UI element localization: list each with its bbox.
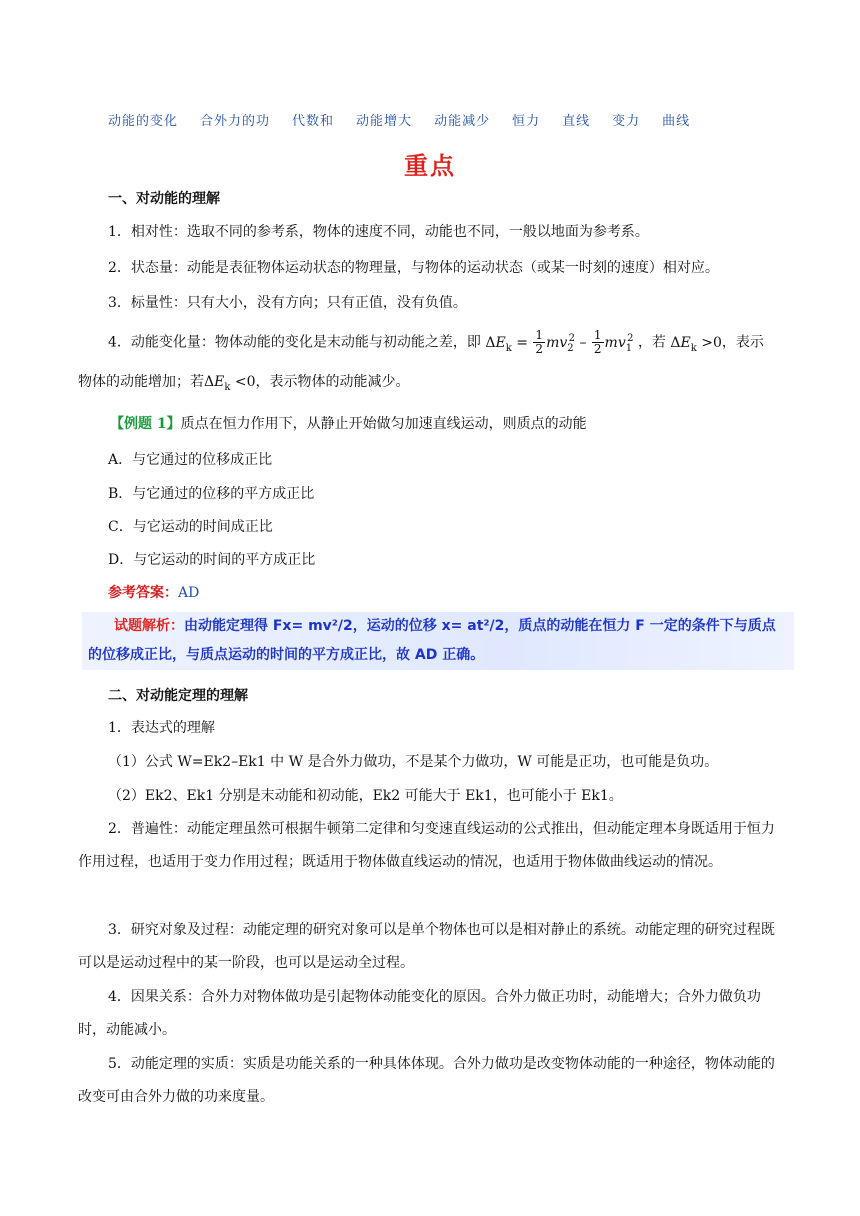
keyword: 代数和 (292, 114, 335, 129)
formula-delta-ek: $\Delta E_k$ = $\frac{1}{2}$ $mv_2^2$ – $\frac{1}{2}$ $mv_1^2$ (485, 328, 634, 357)
keyword: 直线 (562, 114, 591, 129)
keyword: 变力 (612, 114, 641, 129)
option-c: C．与它运动的时间成正比 (108, 519, 273, 535)
text: 4．动能变化量：物体动能的变化是末动能与初动能之差，即 (108, 334, 481, 351)
paragraph: （2）Ek2、Ek1 分别是末动能和初动能，Ek2 可能大于 Ek1，也可能小于 Ek1。 (108, 788, 623, 804)
paragraph: 1．表达式的理解 (108, 720, 215, 736)
paragraph: 2．普遍性：动能定理虽然可根据牛顿第二定律和匀变速直线运动的公式推出，但动能定理本身既适用于恒力作用过程，也适用于变力作用过程；既适用于物体做直线运动的情况，也适用于物体做曲线运动的情况。 (78, 821, 775, 870)
page-heading: 重点 (404, 152, 456, 180)
answer-value: AD (178, 585, 200, 601)
keyword: 曲线 (662, 114, 691, 129)
answer-label: 参考答案： (108, 585, 178, 601)
formula-ek-negative: $\Delta E_k <0$ (204, 374, 256, 393)
paragraph: 3．标量性：只有大小，没有方向；只有正值，没有负值。 (108, 295, 467, 311)
paragraph: 2．状态量：动能是表征物体运动状态的物理量，与物体的运动状态（或某一时刻的速度）相对应。 (108, 260, 719, 276)
analysis-label: 试题解析： (114, 618, 184, 634)
paragraph-continuation (78, 372, 754, 398)
paragraph: （1）公式 W=Ek2–Ek1 中 W 是合外力做功，不是某个力做功，W 可能是正功，也可能是负功。 (108, 754, 719, 770)
keyword: 恒力 (512, 114, 541, 129)
keyword: 合外力的功 (200, 114, 271, 129)
paragraph: 5．动能定理的实质：实质是功能关系的一种具体体现。合外力做功是改变物体动能的一种途径，物体动能的改变可由合外力做的功来度量。 (78, 1056, 775, 1105)
text: 物体的动能增加；若 (78, 374, 204, 390)
analysis-text: 由动能定理得 Fx= mv²/2，运动的位移 x= at²/2，质点的动能在恒力 F 一定的条件下与质点 (184, 618, 776, 634)
formula-ek-positive: $\Delta E_k >0$ (670, 334, 722, 354)
keyword-row (108, 110, 728, 129)
paragraph: 4．因果关系：合外力对物体做功是引起物体动能变化的原因。合外力做正功时，动能增大；合外力做负功时，动能减小。 (78, 989, 761, 1038)
keyword: 动能减少 (434, 114, 491, 129)
option-d: D．与它运动的时间的平方成正比 (108, 552, 316, 568)
paragraph: 3．研究对象及过程：动能定理的研究对象可以是单个物体也可以是相对静止的系统。动能定理的研究过程既可以是运动过程中的某一阶段，也可以是运动全过程。 (78, 922, 775, 971)
option-b: B．与它通过的位移的平方成正比 (108, 486, 315, 502)
text: ，若 (637, 334, 666, 351)
option-a: A．与它通过的位移成正比 (108, 452, 273, 468)
answer-line (108, 583, 784, 603)
analysis-box (82, 612, 794, 670)
example-text: 质点在恒力作用下，从静止开始做匀加速直线运动，则质点的动能 (180, 416, 587, 432)
keyword: 动能增大 (356, 114, 413, 129)
paragraph: 1．相对性：选取不同的参考系，物体的速度不同，动能也不同，一般以地面为参考系。 (108, 224, 649, 240)
analysis-text: 的位移成正比，与质点运动的时间的平方成正比，故 AD 正确。 (88, 647, 485, 663)
section-title: 一、对动能的理解 (108, 191, 220, 207)
example-tag: 【例题 1】 (110, 416, 181, 432)
keyword: 动能的变化 (108, 114, 179, 129)
paragraph-formula (108, 322, 784, 365)
example-stem (110, 414, 786, 434)
text: ，表示物体的动能减少。 (255, 374, 410, 390)
section-title: 二、对动能定理的理解 (108, 688, 248, 704)
text: ，表示 (721, 334, 764, 351)
